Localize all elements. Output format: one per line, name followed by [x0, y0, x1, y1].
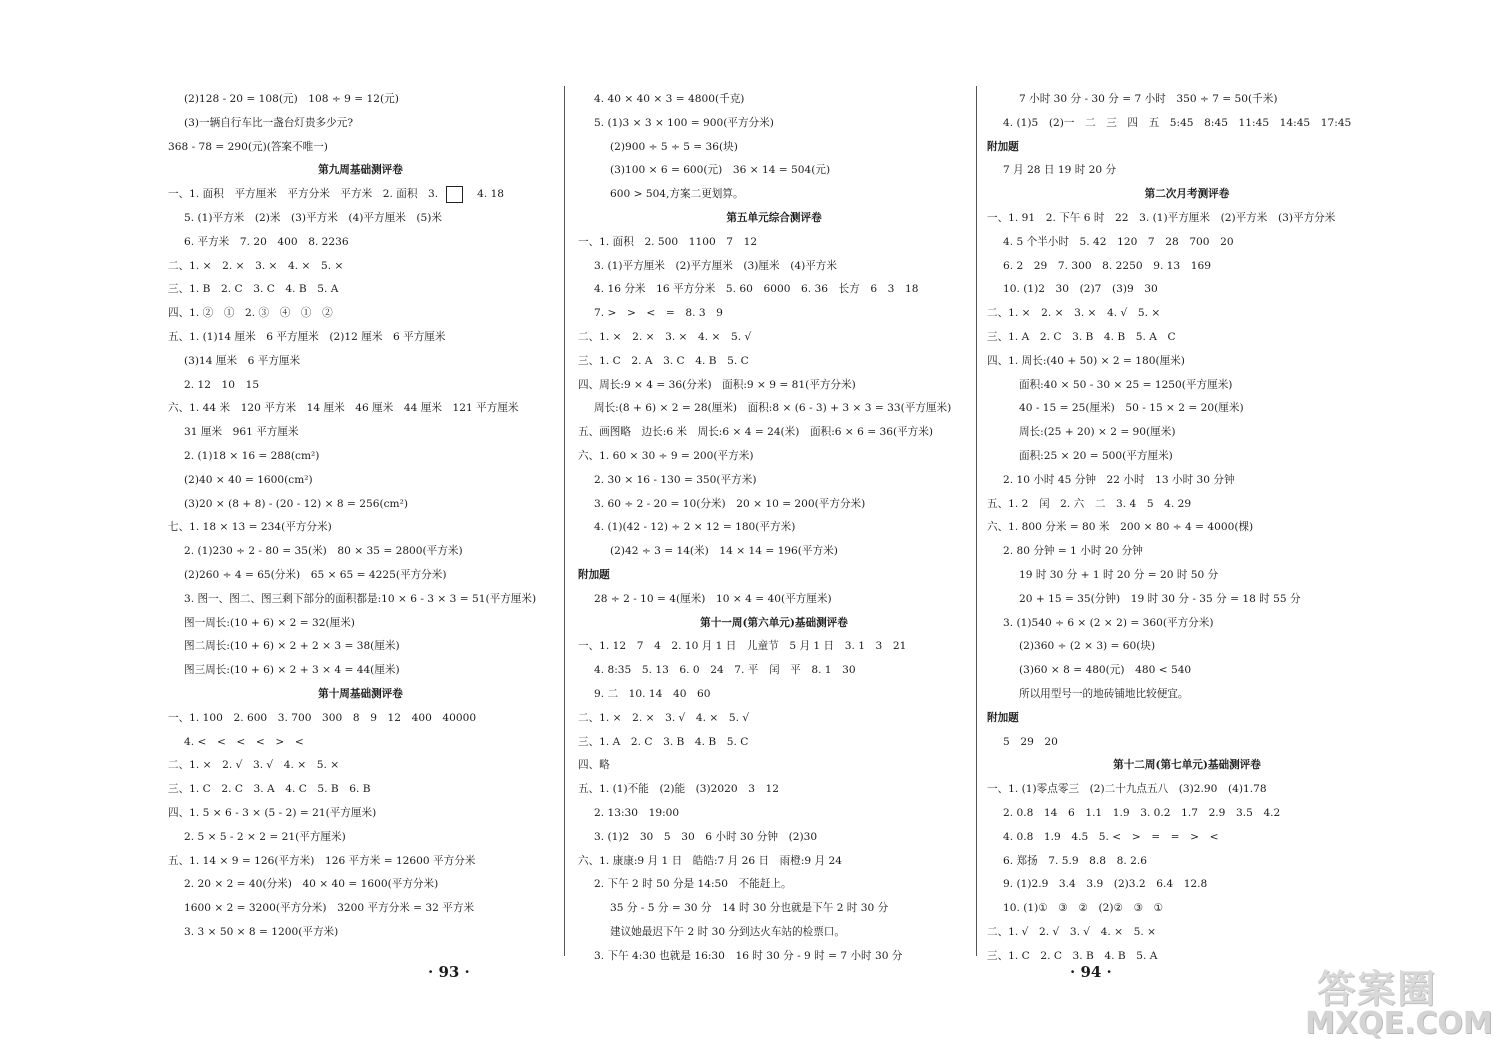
answer-line: 面积:25 × 20 = 500(平方厘米) [1019, 449, 1173, 462]
bonus-heading: 附加题 [987, 140, 1019, 153]
column-divider [976, 86, 977, 956]
answer-line: 四、1. 5 × 6 - 3 × (5 - 2) = 21(平方厘米) [168, 806, 377, 819]
answer-line: 周长:(25 + 20) × 2 = 90(厘米) [1019, 426, 1176, 439]
section-title: 第十周基础测评卷 [318, 687, 403, 700]
answer-line: 2. (1)230 ÷ 2 - 80 = 35(米) 80 × 35 = 2800(平方米) [184, 545, 463, 558]
answer-line: 2. 下午 2 时 50 分是 14:50 不能赶上。 [594, 878, 792, 891]
answer-line: 2. 30 × 16 - 130 = 350(平方米) [594, 473, 757, 486]
answer-line: (2)42 ÷ 3 = 14(米) 14 × 14 = 196(平方米) [610, 545, 838, 558]
answer-line: 2. 5 × 5 - 2 × 2 = 21(平方厘米) [184, 830, 346, 843]
bonus-heading: 附加题 [987, 711, 1019, 724]
answer-line: 28 ÷ 2 - 10 = 4(厘米) 10 × 4 = 40(平方厘米) [594, 592, 832, 605]
section-title: 第十一周(第六单元)基础测评卷 [700, 616, 848, 629]
answer-line: (2)128 - 20 = 108(元) 108 ÷ 9 = 12(元) [184, 93, 399, 105]
answer-line: 7. > > < = 8. 3 9 [594, 307, 723, 320]
answer-line: (3)一辆自行车比一盏台灯贵多少元? [184, 116, 353, 129]
answer-line: 2. 20 × 2 = 40(分米) 40 × 40 = 1600(平方分米) [184, 878, 439, 891]
answer-line: 三、1. A 2. C 3. B 4. B 5. A C [987, 330, 1176, 343]
answer-column-middle [578, 88, 970, 968]
watermark-title: 答案圈 [1317, 967, 1438, 1011]
answer-line: 2. (1)18 × 16 = 288(cm²) [184, 449, 320, 462]
answer-line: 4. (1)5 (2)一 二 三 四 五 5:45 8:45 11:45 14:45 17:45 [1003, 116, 1352, 129]
answer-line: 图三周长:(10 + 6) × 2 + 3 × 4 = 44(厘米) [184, 664, 400, 677]
section-title: 第二次月考测评卷 [1144, 188, 1230, 201]
watermark-logo [1305, 958, 1495, 1046]
answer-line: 图一周长:(10 + 6) × 2 = 32(厘米) [184, 616, 355, 629]
answer-line: 3. (1)平方厘米 (2)平方厘米 (3)厘米 (4)平方米 [594, 259, 837, 272]
answer-line: 9. 二 10. 14 40 60 [594, 687, 711, 700]
answer-line: 三、1. C 2. A 3. C 4. B 5. C [578, 354, 749, 367]
answer-line: 368 - 78 = 290(元)(答案不唯一) [168, 140, 328, 153]
answer-line: 7 小时 30 分 - 30 分 = 7 小时 350 ÷ 7 = 50(千米) [1019, 93, 1278, 105]
answer-line: 3. 下午 4:30 也就是 16:30 16 时 30 分 - 9 时 = 7 小时 30 分 [594, 949, 903, 962]
answer-line: 二、1. × 2. √ 3. √ 4. × 5. × [168, 759, 340, 772]
answer-column-left [168, 88, 553, 945]
answer-line: (2)40 × 40 = 1600(cm²) [184, 473, 313, 486]
answer-line: 周长:(8 + 6) × 2 = 28(厘米) 面积:8 × (6 - 3) + 3 × 3 = 33(平方厘米) [594, 402, 952, 415]
answer-line: (3)20 × (8 + 8) - (20 - 12) × 8 = 256(cm²) [184, 497, 408, 510]
answer-line: 7 月 28 日 19 时 20 分 [1003, 164, 1117, 177]
answer-line: 6. 2 29 7. 300 8. 2250 9. 13 169 [1003, 259, 1211, 272]
answer-line: 9. (1)2.9 3.4 3.9 (2)3.2 6.4 12.8 [1003, 878, 1208, 891]
answer-line: 40 - 15 = 25(厘米) 50 - 15 × 2 = 20(厘米) [1019, 402, 1244, 415]
answer-line: 六、1. 800 分米 = 80 米 200 × 80 ÷ 4 = 4000(棵) [987, 521, 1254, 534]
column-divider [564, 86, 565, 956]
answer-line: 19 时 30 分 + 1 时 20 分 = 20 时 50 分 [1019, 568, 1219, 581]
answer-line: 一、1. 91 2. 下午 6 时 22 3. (1)平方厘米 (2)平方米 (3)平方分米 [987, 211, 1336, 224]
section-title: 第十二周(第七单元)基础测评卷 [1113, 759, 1261, 772]
answer-line: 4. (1)(42 - 12) ÷ 2 × 12 = 180(平方米) [594, 521, 796, 534]
section-title: 第九周基础测评卷 [318, 164, 403, 177]
answer-line: 二、1. × 2. × 3. √ 4. × 5. √ [578, 711, 750, 724]
answer-line: 4. 16 分米 16 平方分米 5. 60 6000 6. 36 长方 6 3 18 [594, 283, 919, 296]
answer-line: 二、1. × 2. × 3. × 4. × 5. √ [578, 330, 752, 343]
answer-line: 4. 40 × 40 × 3 = 4800(千克) [594, 93, 745, 105]
answer-line: 3. 60 ÷ 2 - 20 = 10(分米) 20 × 10 = 200(平方分米) [594, 497, 866, 510]
answer-line: 2. 12 10 15 [184, 378, 260, 391]
answer-line: 4. 5 个半小时 5. 42 120 7 28 700 20 [1003, 235, 1234, 248]
answer-line: 四、略 [578, 759, 610, 772]
answer-line: 所以用型号一的地砖铺地比较便宜。 [1019, 687, 1189, 700]
answer-line: 10. (1)2 30 (2)7 (3)9 30 [1003, 283, 1158, 296]
answer-box [446, 186, 463, 203]
answer-line: (3)100 × 6 = 600(元) 36 × 14 = 504(元) [610, 164, 831, 177]
answer-column-right [987, 88, 1387, 968]
answer-line: 四、周长:9 × 4 = 36(分米) 面积:9 × 9 = 81(平方分米) [578, 378, 856, 391]
answer-line: 4. 0.8 1.9 4.5 5. < > = = > < [1003, 830, 1219, 843]
answer-line: 20 + 15 = 35(分钟) 19 时 30 分 - 35 分 = 18 时 55 分 [1019, 592, 1301, 605]
answer-line: 四、1. 周长:(40 + 50) × 2 = 180(厘米) [987, 354, 1185, 367]
answer-line: 一、1. (1)零点零三 (2)二十九点五八 (3)2.90 (4)1.78 [987, 783, 1267, 796]
answer-line: 5 29 20 [1003, 735, 1058, 748]
bonus-heading: 附加题 [578, 568, 610, 581]
section-title: 第五单元综合测评卷 [726, 211, 822, 224]
answer-line: 三、1. A 2. C 3. B 4. B 5. C [578, 735, 749, 748]
answer-line: 2. 80 分钟 = 1 小时 20 分钟 [1003, 545, 1143, 558]
answer-line: 3. (1)540 ÷ 6 × (2 × 2) = 360(平方分米) [1003, 616, 1214, 629]
answer-line: 四、1. ② ① 2. ③ ④ ① ② [168, 307, 333, 320]
answer-line: (2)360 ÷ (2 × 3) = 60(块) [1019, 640, 1156, 653]
answer-line: 一、1. 12 7 4 2. 10 月 1 日 儿童节 5 月 1 日 3. 1 3 21 [578, 640, 907, 653]
answer-line: 3. 3 × 50 × 8 = 1200(平方米) [184, 925, 339, 938]
answer-line: 六、1. 60 × 30 ÷ 9 = 200(平方米) [578, 449, 754, 462]
answer-line: 二、1. √ 2. √ 3. √ 4. × 5. × [987, 925, 1156, 938]
answer-line: 1600 × 2 = 3200(平方分米) 3200 平方分米 = 32 平方米 [184, 902, 475, 915]
answer-line: 一、1. 100 2. 600 3. 700 300 8 9 12 400 40000 [168, 711, 477, 724]
answer-line: 5. (1)3 × 3 × 100 = 900(平方分米) [594, 116, 774, 129]
answer-line: 五、1. (1)14 厘米 6 平方厘米 (2)12 厘米 6 平方厘米 [168, 330, 446, 343]
answer-line: 6. 郑扬 7. 5.9 8.8 8. 2.6 [1003, 854, 1147, 867]
answer-line: 二、1. × 2. × 3. × 4. √ 5. × [987, 307, 1161, 320]
answer-line: 五、1. (1)不能 (2)能 (3)2020 3 12 [578, 783, 780, 796]
answer-line: 一、1. 面积 平方厘米 平方分米 平方米 2. 面积 3. 4. 18 [168, 183, 553, 207]
answer-line: 二、1. × 2. × 3. × 4. × 5. × [168, 259, 344, 272]
answer-line: 3. 图一、图二、图三剩下部分的面积都是:10 × 6 - 3 × 3 = 51(平方厘米) [184, 592, 537, 605]
answer-line: 三、1. C 2. C 3. B 4. B 5. A [987, 949, 1158, 962]
answer-line: 600 > 504,方案二更划算。 [610, 188, 744, 201]
answer-line: 三、1. C 2. C 3. A 4. C 5. B 6. B [168, 783, 371, 796]
answer-line: 五、1. 2 闰 2. 六 二 3. 4 5 4. 29 [987, 497, 1192, 510]
answer-line: 31 厘米 961 平方厘米 [184, 426, 299, 439]
answer-line: 建议她最迟下午 2 时 30 分到达火车站的检票口。 [610, 925, 845, 938]
answer-line: 五、1. 14 × 9 = 126(平方米) 126 平方米 = 12600 平方分米 [168, 854, 476, 867]
answer-line: (3)60 × 8 = 480(元) 480 < 540 [1019, 664, 1192, 677]
answer-line: 35 分 - 5 分 = 30 分 14 时 30 分也就是下午 2 时 30 分 [610, 902, 889, 915]
answer-line: 4. 8:35 5. 13 6. 0 24 7. 平 闰 平 8. 1 30 [594, 664, 856, 677]
answer-line: 一、1. 面积 2. 500 1100 7 12 [578, 235, 758, 248]
answer-line: (2)900 ÷ 5 ÷ 5 = 36(块) [610, 140, 738, 153]
answer-line: 六、1. 康康:9 月 1 日 皓皓:7 月 26 日 雨橙:9 月 24 [578, 854, 842, 867]
answer-line: 三、1. B 2. C 3. C 4. B 5. A [168, 283, 339, 296]
answer-line: 4. < < < < > < [184, 735, 304, 748]
watermark-url: MXQE.COM [1305, 1006, 1493, 1041]
answer-line: 5. (1)平方米 (2)米 (3)平方米 (4)平方厘米 (5)米 [184, 211, 443, 224]
answer-line: 2. 13:30 19:00 [594, 806, 680, 819]
answer-line: 3. (1)2 30 5 30 6 小时 30 分钟 (2)30 [594, 830, 818, 843]
answer-line: 2. 0.8 14 6 1.1 1.9 3. 0.2 1.7 2.9 3.5 4.2 [1003, 806, 1281, 819]
answer-line: 六、1. 44 米 120 平方米 14 厘米 46 厘米 44 厘米 121 平方厘米 [168, 402, 519, 415]
answer-line: 图二周长:(10 + 6) × 2 + 2 × 3 = 38(厘米) [184, 640, 400, 653]
answer-line: 10. (1)① ③ ② (2)② ③ ① [1003, 902, 1164, 915]
answer-line: 2. 10 小时 45 分钟 22 小时 13 小时 30 分钟 [1003, 473, 1235, 486]
answer-line: (2)260 ÷ 4 = 65(分米) 65 × 65 = 4225(平方分米) [184, 568, 447, 581]
answer-line: 面积:40 × 50 - 30 × 25 = 1250(平方厘米) [1019, 378, 1233, 391]
page-number-left: · 93 · [428, 963, 470, 981]
answer-line: (3)14 厘米 6 平方厘米 [184, 354, 301, 367]
answer-line: 五、画图略 边长:6 米 周长:6 × 4 = 24(米) 面积:6 × 6 = 36(平方米) [578, 426, 933, 439]
answer-line: 6. 平方米 7. 20 400 8. 2236 [184, 235, 349, 248]
page-number-right: · 94 · [1070, 963, 1112, 981]
answer-line: 七、1. 18 × 13 = 234(平方分米) [168, 521, 332, 534]
